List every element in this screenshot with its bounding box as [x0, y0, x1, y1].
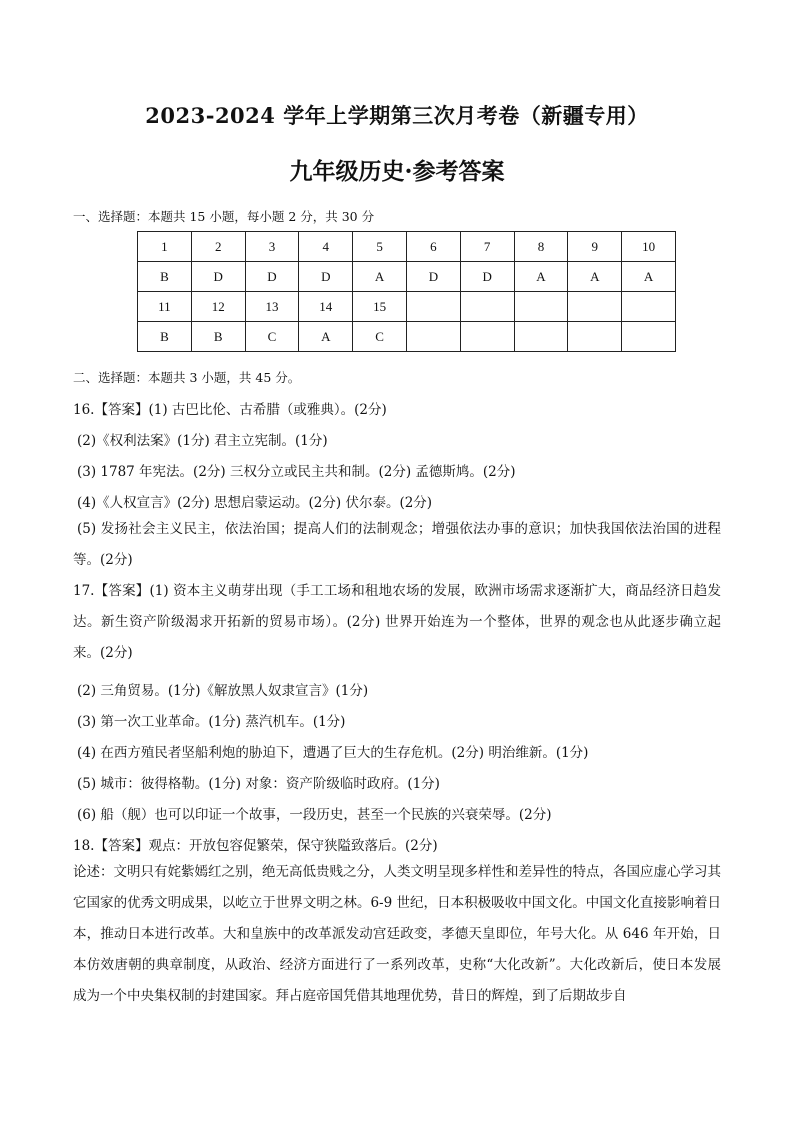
q16-line-4: (4)《人权宣言》(2分) 思想启蒙运动。(2分) 伏尔泰。(2分)	[77, 495, 433, 511]
q18-line-1: 18.【答案】观点：开放包容促繁荣，保守狭隘致落后。(2分)	[73, 838, 438, 854]
q16-line-5: (5) 发扬社会主义民主，依法治国；提高人们的法制观念；增强依法办事的意识；加快我国依法治国的进程等。(2分)	[73, 521, 721, 568]
q18-paragraph: 论述：文明只有姹紫嫣红之别，绝无高低贵贱之分，人类文明呈现多样性和差异性的特点，各国应虚心学习其它国家的优秀文明成果，以屹立于世界文明之林。6-9 世纪，日本积极吸收中国文化。中国文化直接影响着日本，推动日本进行改革。大和皇族中的改革派发动宫廷政变，孝德天皇即位，年号大化。从 646 年开始，日本仿效唐朝的典章制度，从政治、经济方面进行了一系列改革，史称“大化改新”。大化改新后，使日本发展成为一个中央集权制的封建国家。拜占庭帝国凭借其地理优势，昔日的辉煌，到了后期故步自	[73, 864, 721, 1004]
answer-table-cell: 11	[138, 292, 192, 322]
q17-line-3: (3) 第一次工业革命。(1分) 蒸汽机车。(1分)	[77, 714, 346, 730]
section2-heading: 二、选择题：本题共 3 小题，共 45 分。	[73, 370, 301, 385]
answer-table-cell	[514, 322, 568, 352]
answer-table-cell	[622, 322, 676, 352]
q16-line-1: 16.【答案】(1) 古巴比伦、古希腊（或雅典）。(2分)	[73, 402, 387, 418]
answer-table-cell: 10	[622, 232, 676, 262]
answer-table-cell: 4	[299, 232, 353, 262]
answer-table-cell	[460, 322, 514, 352]
q17-line-6: (6) 船（舰）也可以印证一个故事，一段历史，甚至一个民族的兴衰荣辱。(2分)	[77, 807, 552, 823]
answer-table-cell: C	[353, 322, 407, 352]
q16-line-3: (3) 1787 年宪法。(2分) 三权分立或民主共和制。(2分) 孟德斯鸠。(2分)	[77, 464, 516, 480]
answer-table-cell: 14	[299, 292, 353, 322]
answer-table-cell: A	[299, 322, 353, 352]
answer-table-row	[138, 322, 676, 352]
answer-table-cell: 13	[245, 292, 299, 322]
answer-table-cell	[406, 292, 460, 322]
answer-table-cell: 3	[245, 232, 299, 262]
answer-table-row	[138, 292, 676, 322]
answer-table-cell: 6	[406, 232, 460, 262]
answer-table-cell	[406, 322, 460, 352]
answer-table-cell: A	[622, 262, 676, 292]
answer-table-cell: B	[138, 262, 192, 292]
answer-table-cell: D	[406, 262, 460, 292]
answer-table-cell: 2	[191, 232, 245, 262]
answer-table-cell: B	[191, 322, 245, 352]
answer-table-cell: D	[191, 262, 245, 292]
answer-table-cell: A	[353, 262, 407, 292]
q16-line-2: (2)《权利法案》(1分) 君主立宪制。(1分)	[77, 433, 328, 449]
answer-table-row	[138, 232, 676, 262]
answer-table-cell: 9	[568, 232, 622, 262]
answer-table-cell: 12	[191, 292, 245, 322]
section1-heading: 一、选择题：本题共 15 小题，每小题 2 分，共 30 分	[73, 209, 375, 224]
answer-table-cell: A	[568, 262, 622, 292]
answer-table-cell: 1	[138, 232, 192, 262]
q17-line-1: 17.【答案】(1) 资本主义萌芽出现（手工工场和租地农场的发展，欧洲市场需求逐渐扩大，商品经济日趋发达。新生资产阶级渴求开拓新的贸易市场）。(2分) 世界开始连为一个整体，世界的观念也从此逐步确立起来。(2分)	[73, 583, 721, 661]
answer-table-cell: D	[245, 262, 299, 292]
answer-table-cell: 5	[353, 232, 407, 262]
answer-table-row	[138, 262, 676, 292]
q17-line-5: (5) 城市：彼得格勒。(1分) 对象：资产阶级临时政府。(1分)	[77, 776, 440, 792]
q17-line-2: (2) 三角贸易。(1分)《解放黑人奴隶宣言》(1分)	[77, 683, 369, 699]
answer-table-cell: B	[138, 322, 192, 352]
exam-title: 2023-2024 学年上学期第三次月考卷（新疆专用）	[145, 103, 649, 128]
answer-table-cell: D	[460, 262, 514, 292]
q17-line-4: (4) 在西方殖民者坚船利炮的胁迫下，遭遇了巨大的生存危机。(2分) 明治维新。(1分)	[77, 745, 589, 761]
answer-table-cell	[460, 292, 514, 322]
answer-table-cell	[568, 322, 622, 352]
answer-table-cell	[568, 292, 622, 322]
answer-table-cell: A	[514, 262, 568, 292]
answer-table-cell: C	[245, 322, 299, 352]
answer-table-cell: D	[299, 262, 353, 292]
exam-subtitle: 九年级历史·参考答案	[289, 158, 505, 185]
answer-table	[137, 231, 676, 352]
answer-table-cell	[514, 292, 568, 322]
answer-table-cell: 7	[460, 232, 514, 262]
answer-table-cell: 8	[514, 232, 568, 262]
answer-table-cell	[622, 292, 676, 322]
answer-table-cell: 15	[353, 292, 407, 322]
